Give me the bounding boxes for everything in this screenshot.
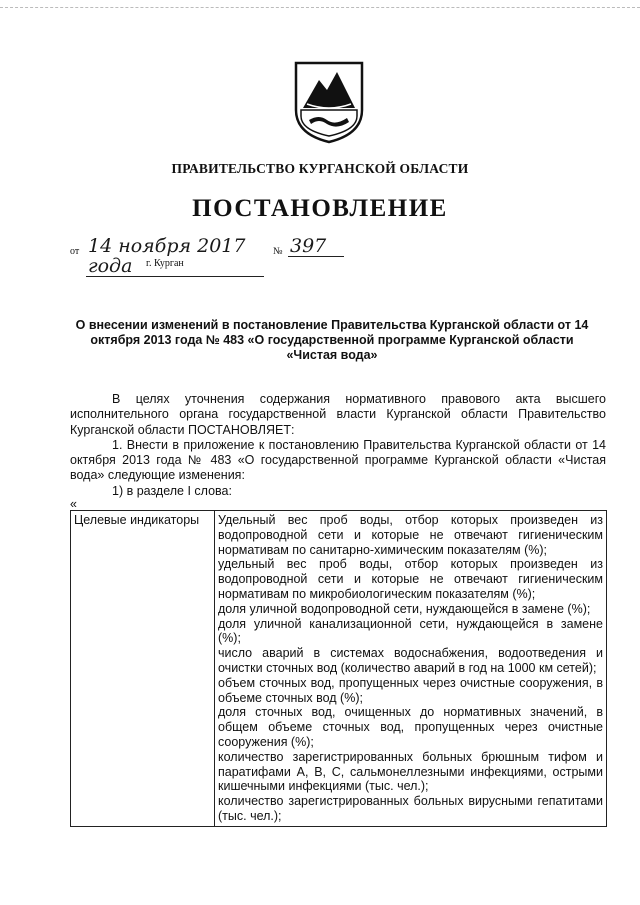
preamble-paragraph: В целях уточнения содержания нормативного правового акта высшего исполнительного органа государственной власти Курганской области Правительство Курганской области ПОСТАНОВЛЯЕТ: (70, 392, 606, 437)
clause-1-paragraph: 1. Внести в приложение к постановлению Правительства Курганской области от 14 октября 2013 года № 483 «О государственной программе Курганской области «Чистая вода» следующие изменения: (70, 437, 606, 483)
handwritten-date: 14 ноября 2017 года (86, 236, 264, 277)
city-name: г. Курган (146, 258, 184, 269)
opening-quote-mark: « (70, 497, 77, 511)
body-text (70, 392, 606, 499)
indicator-item: число аварий в системах водоснабжения, водоотведения и очистки сточных вод (количество аварий в год на 1000 км сетей); (218, 646, 603, 675)
scan-top-border (0, 7, 640, 9)
table-value-cell (215, 511, 607, 827)
coat-of-arms-emblem (293, 60, 365, 144)
indicator-item: доля уличной водопроводной сети, нуждающейся в замене (%); (218, 601, 591, 616)
date-prefix: от (70, 246, 80, 257)
subclause-1-paragraph: 1) в разделе I слова: (112, 483, 232, 498)
table-label-cell: Целевые индикаторы (71, 511, 215, 827)
indicator-item: удельный вес проб воды, отбор которых произведен из водопроводной сети и которые не отвечают гигиеническим нормативам по микробиологическим показателям (%); (218, 557, 603, 601)
indicator-item: объем сточных вод, пропущенных через очистные сооружения, в объеме сточных вод (%); (218, 675, 603, 705)
target-indicators-table (70, 510, 607, 827)
table-row (71, 511, 607, 827)
handwritten-number: 397 (288, 236, 344, 257)
indicator-item: количество зарегистрированных больных брюшным тифом и паратифами А, В, С, сальмонеллезными инфекциями, острыми кишечными инфекциями (тыс. чел.); (218, 749, 603, 794)
indicator-item: доля сточных вод, очищенных до нормативных значений, в общем объеме сточных вод, пропущенных через очистные сооружения (%); (218, 705, 603, 749)
number-prefix: № (273, 246, 283, 257)
authority-name: ПРАВИТЕЛЬСТВО КУРГАНСКОЙ ОБЛАСТИ (171, 161, 469, 176)
indicator-item: Удельный вес проб воды, отбор которых произведен из водопроводной сети и которые не отвечают гигиеническим нормативам по санитарно-химическим показателям (%); (218, 513, 603, 557)
document-type: ПОСТАНОВЛЕНИЕ (192, 195, 448, 222)
indicator-item: количество зарегистрированных больных вирусными гепатитами (тыс. чел.); (218, 794, 603, 823)
indicator-item: доля уличной канализационной сети, нуждающейся в замене (%); (218, 616, 603, 646)
document-title: О внесении изменений в постановление Правительства Курганской области от 14 октября 2013 года № 483 «О государственной программе Курганской области «Чистая вода» (75, 318, 589, 362)
